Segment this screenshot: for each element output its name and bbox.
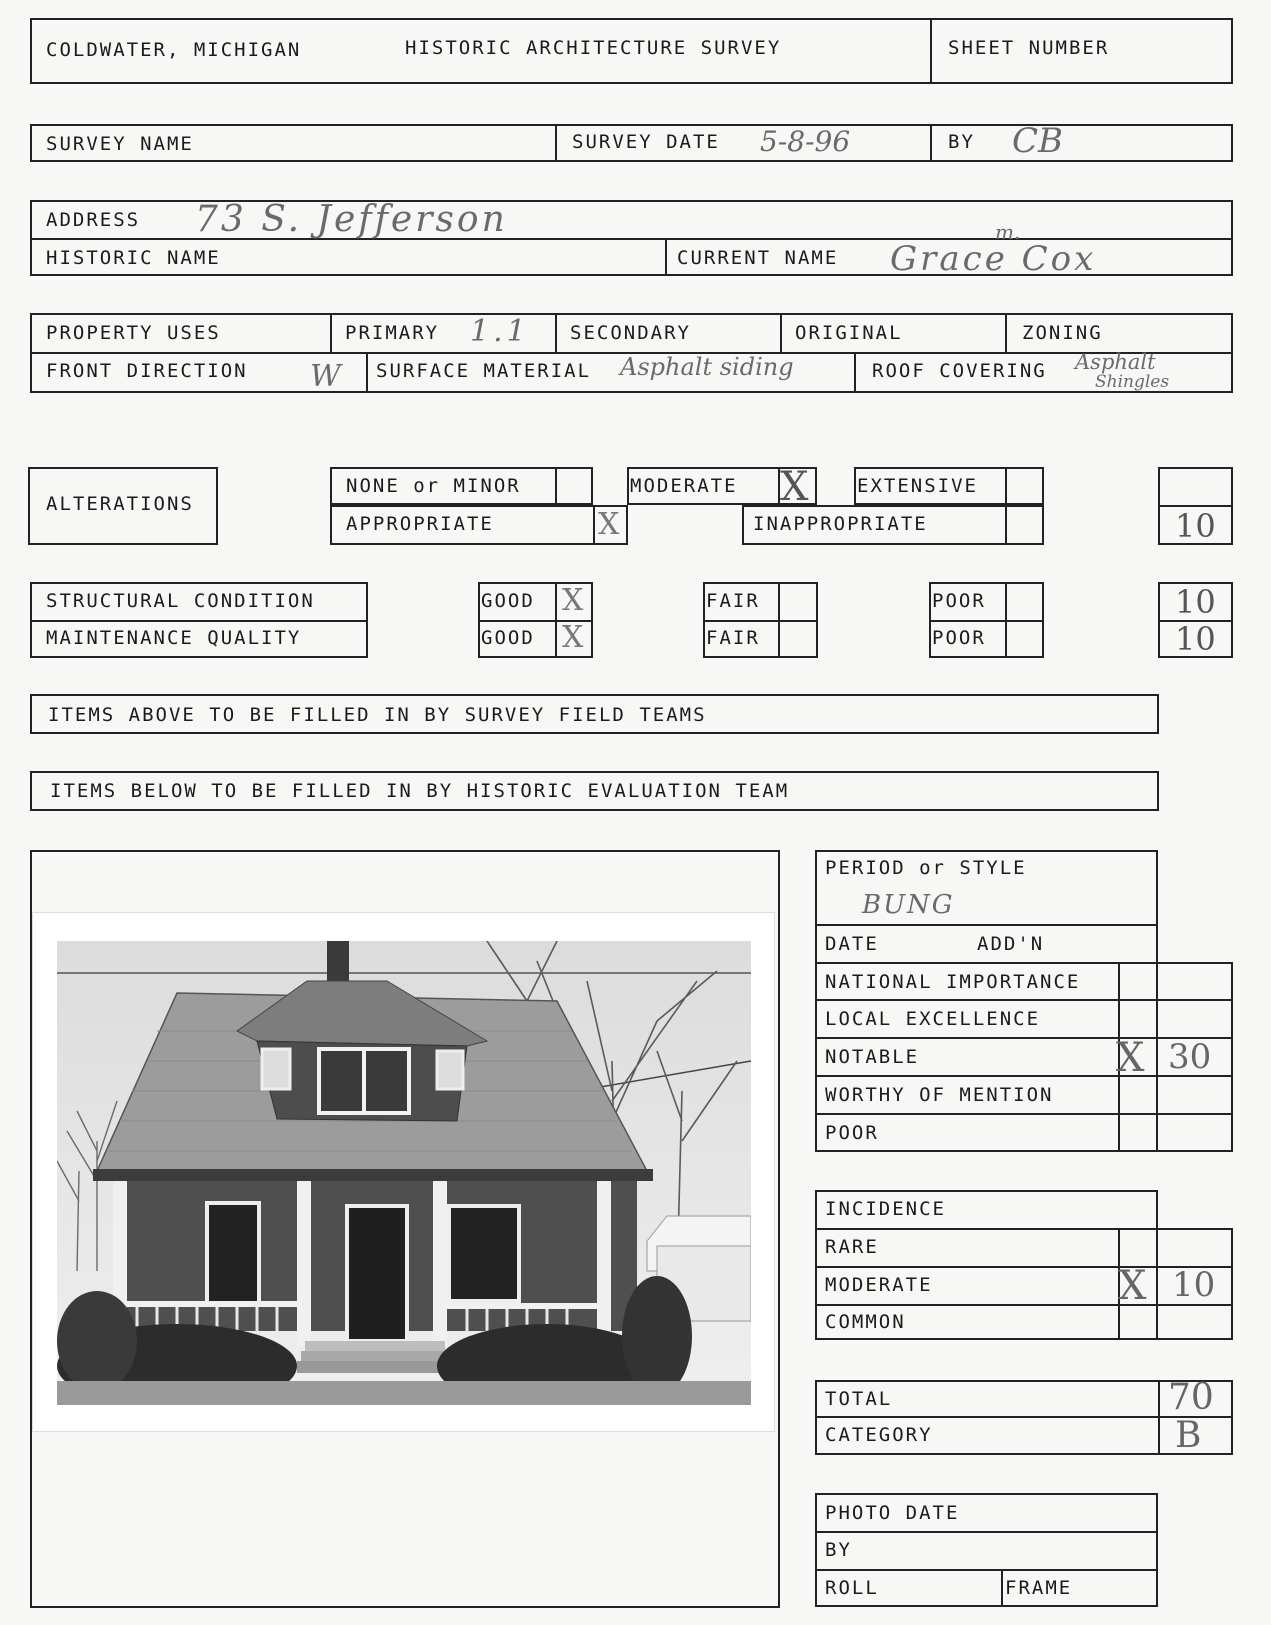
maintenance-good-mark: X bbox=[562, 620, 584, 655]
category-value: B bbox=[1175, 1415, 1202, 1456]
structural-fair-label: FAIR bbox=[706, 590, 760, 612]
form-title: HISTORIC ARCHITECTURE SURVEY bbox=[405, 37, 782, 59]
moderate-label: MODERATE bbox=[630, 475, 738, 497]
survey-date-label: SURVEY DATE bbox=[572, 131, 720, 153]
house-photo bbox=[32, 912, 775, 1432]
structural-good-mark: X bbox=[562, 583, 584, 618]
incidence-label: INCIDENCE bbox=[825, 1198, 946, 1220]
notable-mark: X bbox=[1116, 1035, 1145, 1081]
roof-covering-label: ROOF COVERING bbox=[872, 360, 1047, 382]
worthy-of-mention-label: WORTHY OF MENTION bbox=[825, 1084, 1054, 1106]
structural-condition-label: STRUCTURAL CONDITION bbox=[46, 590, 315, 612]
roll-label: ROLL bbox=[825, 1577, 879, 1599]
period-style-label: PERIOD or STYLE bbox=[825, 857, 1027, 879]
alterations-score: 10 bbox=[1175, 507, 1216, 545]
address-label: ADDRESS bbox=[46, 209, 141, 231]
survey-date-value: 5-8-96 bbox=[760, 125, 851, 158]
surface-material-value: Asphalt siding bbox=[620, 353, 794, 381]
current-name-label: CURRENT NAME bbox=[677, 247, 839, 269]
incidence-moderate-mark: X bbox=[1118, 1263, 1147, 1309]
note-above: ITEMS ABOVE TO BE FILLED IN BY SURVEY FIELD TEAMS bbox=[48, 704, 707, 726]
notable-label: NOTABLE bbox=[825, 1046, 920, 1068]
addn-label: ADD'N bbox=[977, 933, 1045, 955]
maintenance-good-label: GOOD bbox=[481, 627, 535, 649]
alterations-label: ALTERATIONS bbox=[46, 493, 194, 515]
surface-material-label: SURFACE MATERIAL bbox=[376, 360, 592, 382]
photo-by-label: BY bbox=[825, 1539, 852, 1561]
primary-value: 1.1 bbox=[470, 314, 530, 349]
category-label: CATEGORY bbox=[825, 1424, 933, 1446]
period-style-value: BUNG bbox=[862, 890, 955, 920]
current-name-note: m. bbox=[995, 220, 1021, 244]
maintenance-score: 10 bbox=[1175, 620, 1216, 658]
incidence-moderate-label: MODERATE bbox=[825, 1274, 933, 1296]
eval-poor-label: POOR bbox=[825, 1122, 879, 1144]
front-direction-value: W bbox=[310, 359, 341, 394]
maintenance-quality-label: MAINTENANCE QUALITY bbox=[46, 627, 302, 649]
local-excellence-label: LOCAL EXCELLENCE bbox=[825, 1008, 1041, 1030]
rare-label: RARE bbox=[825, 1236, 879, 1258]
property-uses-label: PROPERTY USES bbox=[46, 322, 221, 344]
appropriate-label: APPROPRIATE bbox=[346, 513, 494, 535]
photo-date-label: PHOTO DATE bbox=[825, 1502, 960, 1524]
maintenance-fair-label: FAIR bbox=[706, 627, 760, 649]
appropriate-mark: X bbox=[598, 507, 620, 542]
sheet-number-label: SHEET NUMBER bbox=[948, 37, 1110, 59]
zoning-label: ZONING bbox=[1022, 322, 1103, 344]
none-minor-label: NONE or MINOR bbox=[346, 475, 521, 497]
survey-name-label: SURVEY NAME bbox=[46, 133, 194, 155]
extensive-label: EXTENSIVE bbox=[857, 475, 978, 497]
current-name-value: Grace Cox bbox=[890, 239, 1097, 279]
incidence-moderate-score: 10 bbox=[1172, 1265, 1216, 1305]
national-importance-label: NATIONAL IMPORTANCE bbox=[825, 971, 1081, 993]
structural-poor-label: POOR bbox=[932, 590, 986, 612]
historic-name-label: HISTORIC NAME bbox=[46, 247, 221, 269]
frame-label: FRAME bbox=[1005, 1577, 1073, 1599]
moderate-mark: X bbox=[780, 464, 809, 510]
secondary-label: SECONDARY bbox=[570, 322, 691, 344]
structural-good-label: GOOD bbox=[481, 590, 535, 612]
common-label: COMMON bbox=[825, 1311, 906, 1333]
structural-score: 10 bbox=[1175, 583, 1216, 621]
survey-by-label: BY bbox=[948, 131, 975, 153]
front-direction-label: FRONT DIRECTION bbox=[46, 360, 248, 382]
roof-covering-value-2: Shingles bbox=[1095, 372, 1170, 392]
primary-label: PRIMARY bbox=[345, 322, 440, 344]
maintenance-poor-label: POOR bbox=[932, 627, 986, 649]
survey-by-value: CB bbox=[1012, 121, 1063, 161]
inappropriate-label: INAPPROPRIATE bbox=[753, 513, 928, 535]
note-below: ITEMS BELOW TO BE FILLED IN BY HISTORIC EVALUATION TEAM bbox=[50, 780, 790, 802]
notable-score: 30 bbox=[1168, 1037, 1212, 1077]
address-value: 73 S. Jefferson bbox=[195, 199, 508, 240]
total-value: 70 bbox=[1168, 1377, 1214, 1418]
eval-date-label: DATE bbox=[825, 933, 879, 955]
city-label: COLDWATER, MICHIGAN bbox=[46, 39, 302, 61]
roof-covering-value-1: Asphalt bbox=[1075, 350, 1156, 374]
original-label: ORIGINAL bbox=[795, 322, 903, 344]
total-label: TOTAL bbox=[825, 1388, 893, 1410]
